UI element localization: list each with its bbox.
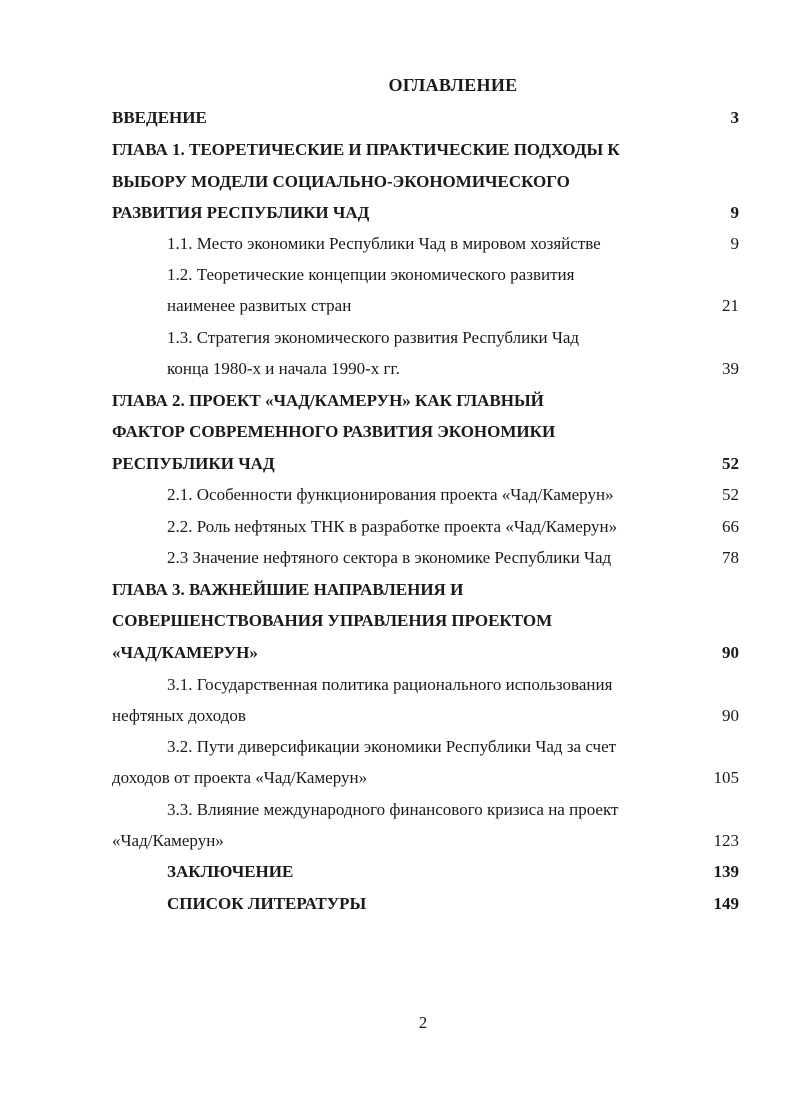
toc-entry-page: 139 <box>713 862 739 881</box>
toc-entry <box>0 230 794 258</box>
toc-entry-text: ФАКТОР СОВРЕМЕННОГО РАЗВИТИЯ ЭКОНОМИКИ <box>112 422 556 441</box>
toc-entry <box>0 324 794 352</box>
toc-entry-text: доходов от проекта «Чад/Камерун» <box>112 768 368 787</box>
toc-entry <box>0 450 794 478</box>
toc-entry-page: 52 <box>722 454 739 473</box>
toc-entry <box>0 418 794 446</box>
toc-entry-page: 9 <box>730 203 739 222</box>
toc-entry <box>0 702 794 730</box>
toc-entry-text: нефтяных доходов <box>112 706 246 725</box>
toc-entry <box>0 481 794 509</box>
toc-entry-page: 90 <box>722 706 739 725</box>
toc-entry <box>0 764 794 792</box>
toc-entry-text: РАЗВИТИЯ РЕСПУБЛИКИ ЧАД <box>112 203 370 222</box>
toc-entry-text: ГЛАВА 1. ТЕОРЕТИЧЕСКИЕ И ПРАКТИЧЕСКИЕ ПОДХОДЫ К <box>112 140 620 159</box>
toc-entry-text: РЕСПУБЛИКИ ЧАД <box>112 454 275 473</box>
toc-entry <box>0 607 794 635</box>
toc-entry-page: 9 <box>730 234 739 253</box>
toc-entry <box>0 796 794 824</box>
toc-entry <box>0 199 794 227</box>
toc-entry-page: 39 <box>722 359 739 378</box>
toc-entry <box>0 576 794 604</box>
toc-entry <box>0 513 794 541</box>
toc-entry <box>0 104 794 132</box>
page-number: 2 <box>418 1013 428 1032</box>
toc-entry-text: СОВЕРШЕНСТВОВАНИЯ УПРАВЛЕНИЯ ПРОЕКТОМ <box>112 611 553 630</box>
toc-entry <box>0 168 794 196</box>
toc-entry-page: 3 <box>730 108 739 127</box>
toc-entry-text: «ЧАД/КАМЕРУН» <box>112 643 258 662</box>
page-title: ОГЛАВЛЕНИЕ <box>388 75 518 95</box>
toc-entry-text: ГЛАВА 2. ПРОЕКТ «ЧАД/КАМЕРУН» КАК ГЛАВНЫЙ <box>112 391 544 410</box>
toc-entry-text: ВВЕДЕНИЕ <box>112 108 207 127</box>
toc-entry-text: 3.3. Влияние международного финансового кризиса на проект <box>167 800 619 819</box>
toc-entry-page: 90 <box>722 643 739 662</box>
toc-entry-text: 3.2. Пути диверсификации экономики Республики Чад за счет <box>167 737 617 756</box>
toc-entry <box>0 261 794 289</box>
toc-entry <box>0 639 794 667</box>
toc-entry-text: 2.3 Значение нефтяного сектора в экономике Республики Чад <box>167 548 612 567</box>
toc-entry <box>0 544 794 572</box>
toc-entry-text: 3.1. Государственная политика рационального использования <box>167 675 613 694</box>
toc-entry <box>0 292 794 320</box>
toc-entry-text: «Чад/Камерун» <box>112 831 224 850</box>
toc-entry <box>0 355 794 383</box>
toc-entry <box>0 671 794 699</box>
toc-entry-page: 66 <box>722 517 739 536</box>
toc-entry-page: 21 <box>722 296 739 315</box>
toc-entry-page: 52 <box>722 485 739 504</box>
toc-entry <box>0 387 794 415</box>
toc-entry-text: 1.2. Теоретические концепции экономического развития <box>167 265 575 284</box>
toc-entry-text: 1.1. Место экономики Республики Чад в мировом хозяйстве <box>167 234 601 253</box>
toc-entry-page: 123 <box>713 831 739 850</box>
toc-entry-text: ВЫБОРУ МОДЕЛИ СОЦИАЛЬНО-ЭКОНОМИЧЕСКОГО <box>112 172 570 191</box>
toc-entry <box>0 858 794 886</box>
toc-entry-text: наименее развитых стран <box>167 296 352 315</box>
toc-entry-page: 78 <box>722 548 739 567</box>
toc-entry-text: конца 1980-х и начала 1990-х гг. <box>167 359 400 378</box>
toc-entry <box>0 890 794 918</box>
toc-entry <box>0 733 794 761</box>
toc-entry-text: ЗАКЛЮЧЕНИЕ <box>167 862 294 881</box>
toc-entry-text: ГЛАВА 3. ВАЖНЕЙШИЕ НАПРАВЛЕНИЯ И <box>112 580 464 599</box>
toc-entry <box>0 136 794 164</box>
toc-entry-text: 1.3. Стратегия экономического развития Республики Чад <box>167 328 580 347</box>
toc-entry-text: 2.2. Роль нефтяных ТНК в разработке проекта «Чад/Камерун» <box>167 517 618 536</box>
toc-entry <box>0 827 794 855</box>
toc-entry-page: 149 <box>713 894 739 913</box>
toc-entry-text: СПИСОК ЛИТЕРАТУРЫ <box>167 894 367 913</box>
toc-entry-text: 2.1. Особенности функционирования проекта «Чад/Камерун» <box>167 485 614 504</box>
toc-entry-page: 105 <box>713 768 739 787</box>
